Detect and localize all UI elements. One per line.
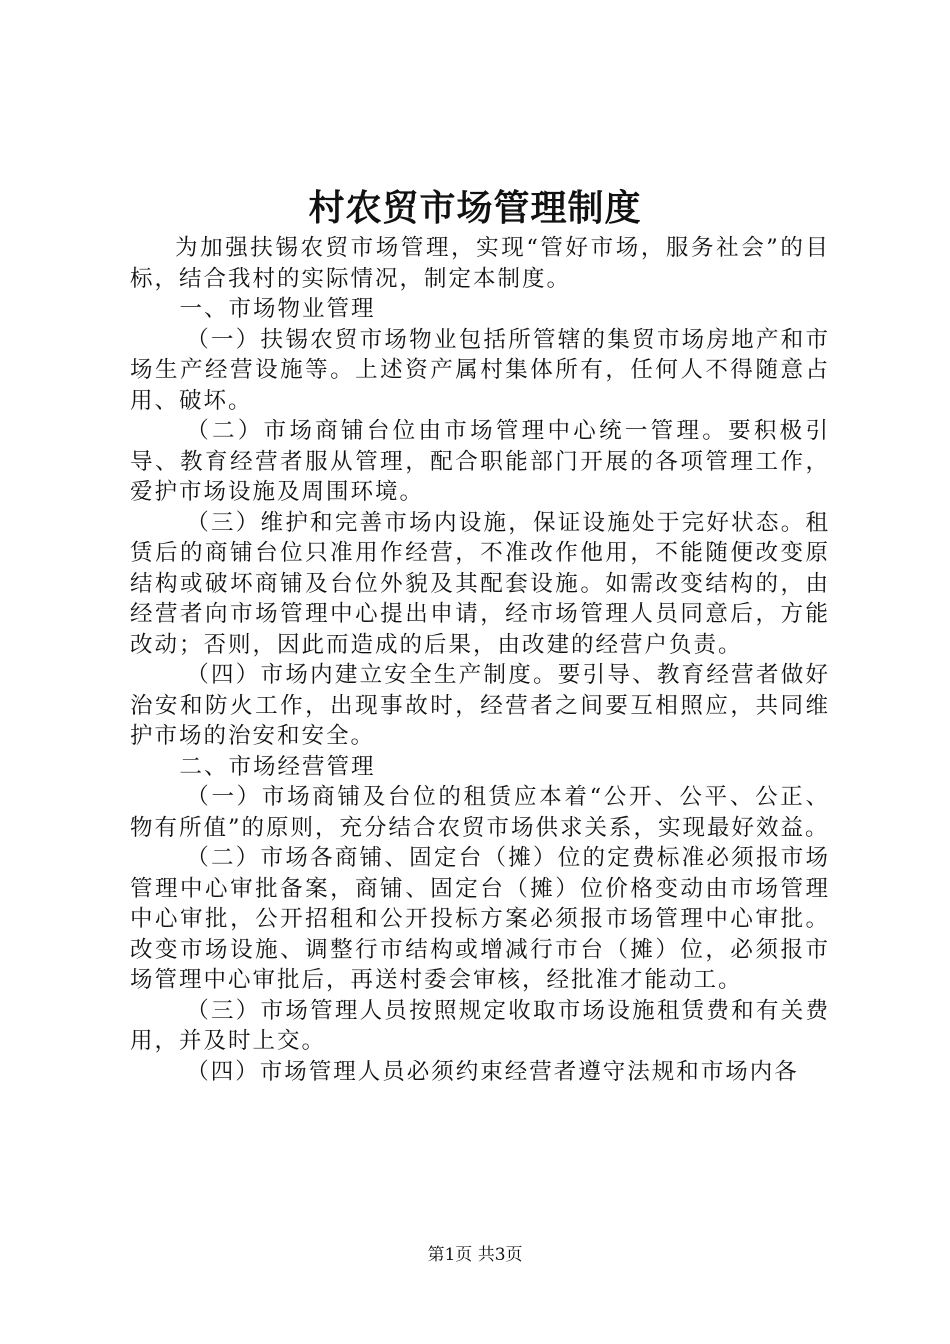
page-footer: 第1页 共3页 xyxy=(427,1245,523,1265)
section-heading-1: 一、市场物业管理 xyxy=(179,296,376,322)
document-title: 村农贸市场管理制度 xyxy=(308,187,642,229)
section-heading-2: 二、市场经营管理 xyxy=(179,753,376,780)
section1-item-2: （二）市场商铺台位由市场管理中心统一管理。要积极引导、教育经营者服从管理，配合职能部门开展的各项管理工作，爱护市场设施及周围环境。 xyxy=(130,418,830,505)
section1-item-4: （四）市场内建立安全生产制度。要引导、教育经营者做好治安和防火工作，出现事故时，经营者之间要互相照应，共同维护市场的治安和安全。 xyxy=(130,662,830,749)
section2-item-2: （二）市场各商铺、固定台（摊）位的定费标准必须报市场管理中心审批备案，商铺、固定台（摊）位价格变动由市场管理中心审批，公开招租和公开投标方案必须报市场管理中心审批。改变市场设施、调整行市结构或增减行市台（摊）位，必须报市场管理中心审批后，再送村委会审核，经批准才能动工。 xyxy=(130,845,830,993)
section1-item-3: （三）维护和完善市场内设施，保证设施处于完好状态。租赁后的商铺台位只准用作经营，不准改作他用，不能随便改变原结构或破坏商铺及台位外貌及其配套设施。如需改变结构的，由经营者向市场管理中心提出申请，经市场管理人员同意后，方能改动；否则，因此而造成的后果，由改建的经营户负责。 xyxy=(130,509,830,658)
section2-item-4: （四）市场管理人员必须约束经营者遵守法规和市场内各 xyxy=(186,1058,799,1085)
section2-item-1: （一）市场商铺及台位的租赁应本着“公开、公平、公正、物有所值”的原则，充分结合农贸市场供求关系，实现最好效益。 xyxy=(130,784,830,841)
section2-item-3: （三）市场管理人员按照规定收取市场设施租赁费和有关费用，并及时上交。 xyxy=(130,997,830,1054)
section1-item-1: （一）扶锡农贸市场物业包括所管辖的集贸市场房地产和市场生产经营设施等。上述资产属村集体所有，任何人不得随意占用、破坏。 xyxy=(130,326,830,414)
intro-paragraph: 为加强扶锡农贸市场管理，实现“管好市场，服务社会”的目标，结合我村的实际情况，制定本制度。 xyxy=(130,235,830,292)
document-body xyxy=(130,233,830,1087)
